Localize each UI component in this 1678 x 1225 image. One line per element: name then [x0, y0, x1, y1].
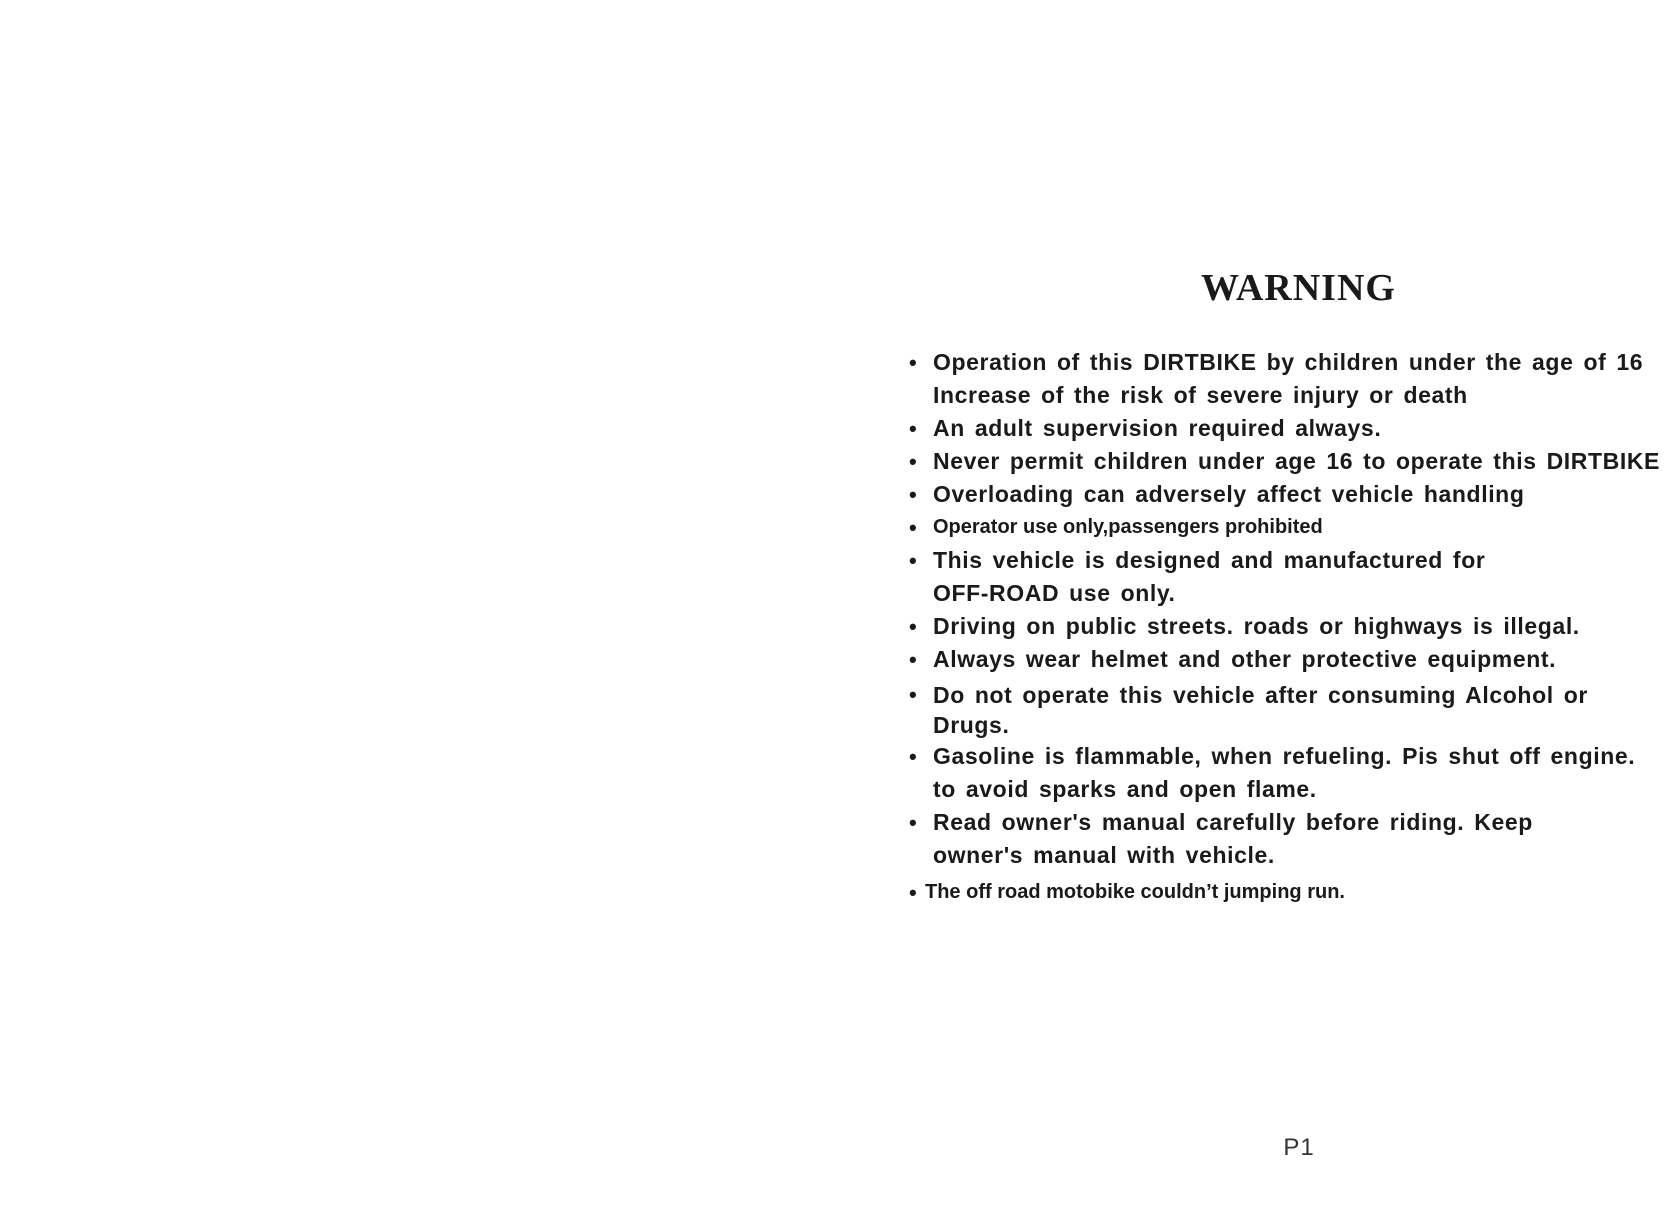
list-item	[909, 511, 1669, 544]
bullet-icon: •	[909, 880, 917, 905]
list-item	[909, 544, 1669, 610]
item-text: Operator use only,passengers prohibited	[933, 516, 1323, 538]
item-text: Overloading can adversely affect vehicle handling	[933, 481, 1525, 507]
item-text-continued: Drugs.	[933, 712, 1010, 738]
bullet-icon: •	[909, 744, 918, 769]
item-text: Operation of this DIRTBIKE by children under the age of 16	[933, 349, 1644, 375]
bullet-icon: •	[909, 515, 917, 540]
list-item	[909, 610, 1669, 643]
list-item	[909, 445, 1669, 478]
list-item	[909, 412, 1669, 445]
list-item	[909, 478, 1669, 511]
bullet-icon: •	[909, 810, 918, 835]
list-item	[909, 346, 1669, 412]
bullet-icon: •	[909, 682, 918, 707]
bullet-icon: •	[909, 449, 918, 474]
item-text: Never permit children under age 16 to operate this DIRTBIKE	[933, 448, 1660, 474]
bullet-icon: •	[909, 482, 918, 507]
item-text: Read owner's manual carefully before riding. Keep	[933, 809, 1533, 835]
item-text: Gasoline is flammable, when refueling. Pis shut off engine.	[933, 743, 1636, 769]
list-item	[909, 643, 1669, 676]
item-text-continued: OFF-ROAD use only.	[933, 580, 1176, 606]
page-number: P1	[1283, 1134, 1315, 1161]
bullet-icon: •	[909, 416, 918, 441]
page-title: WARNING	[1201, 267, 1396, 309]
list-item	[909, 876, 1669, 909]
item-text-continued: to avoid sparks and open flame.	[933, 776, 1317, 802]
bullet-icon: •	[909, 350, 918, 375]
item-text: Always wear helmet and other protective equipment.	[933, 646, 1557, 672]
bullet-icon: •	[909, 614, 918, 639]
item-text: Do not operate this vehicle after consuming Alcohol or	[933, 682, 1588, 708]
item-text-continued: Increase of the risk of severe injury or death	[933, 382, 1468, 408]
item-text: This vehicle is designed and manufactured for	[933, 547, 1486, 573]
list-item	[909, 680, 1669, 740]
bullet-icon: •	[909, 548, 918, 573]
list-item	[909, 806, 1669, 872]
list-item	[909, 740, 1669, 806]
warning-list	[909, 346, 1669, 909]
item-text: The off road motobike couldn’t jumping run.	[925, 881, 1345, 903]
item-text: An adult supervision required always.	[933, 415, 1382, 441]
warning-page	[839, 0, 1678, 1225]
bullet-icon: •	[909, 647, 918, 672]
item-text: Driving on public streets. roads or highways is illegal.	[933, 613, 1580, 639]
item-text-continued: owner's manual with vehicle.	[933, 842, 1275, 868]
